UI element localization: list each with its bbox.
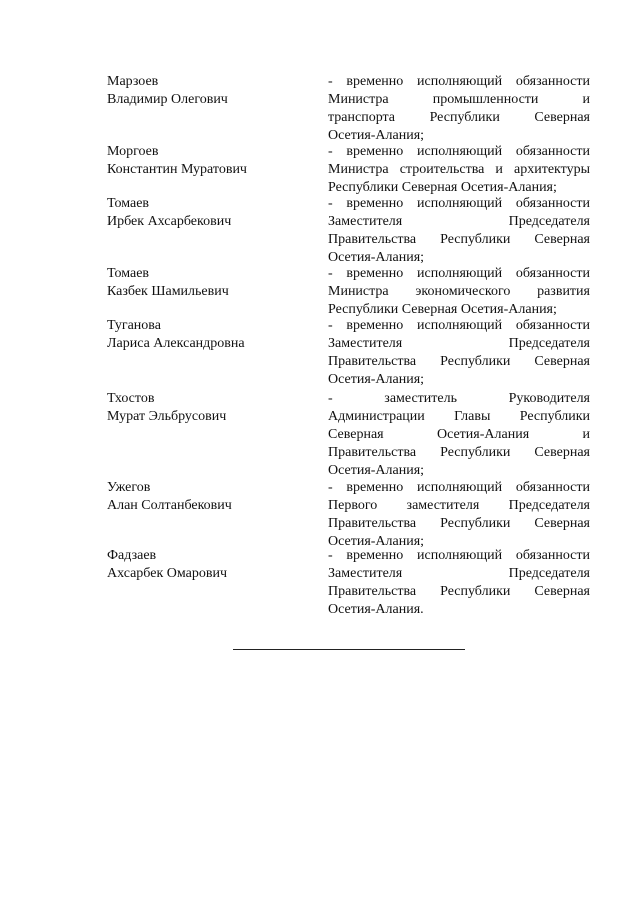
role-line: - временно исполняющий обязанности [328, 74, 590, 89]
role-line: Северная Осетия-Алания и [328, 427, 590, 442]
role-line: Осетия-Алания; [328, 372, 425, 387]
role-line: - временно исполняющий обязанности [328, 548, 590, 563]
given-names: Алан Солтанбекович [107, 498, 232, 513]
given-names: Константин Муратович [107, 162, 247, 177]
surname: Томаев [107, 196, 150, 211]
surname: Тхостов [107, 391, 155, 406]
role-line: Министра экономического развития [328, 284, 590, 299]
role-line: - временно исполняющий обязанности [328, 144, 590, 159]
given-names: Лариса Александровна [107, 336, 245, 351]
role-line: Осетия-Алания; [328, 250, 425, 265]
surname: Моргоев [107, 144, 159, 159]
role-line: - временно исполняющий обязанности [328, 480, 590, 495]
closing-divider-line [233, 649, 465, 650]
given-names: Мурат Эльбрусович [107, 409, 227, 424]
person-name [107, 317, 307, 353]
surname: Фадзаев [107, 548, 157, 563]
role-line: Правительства Республики Северная [328, 445, 590, 460]
position-description [328, 479, 590, 551]
given-names: Ахсарбек Омарович [107, 566, 227, 581]
person-name [107, 390, 307, 426]
surname: Туганова [107, 318, 161, 333]
person-name [107, 143, 307, 179]
position-description [328, 390, 590, 480]
person-name [107, 265, 307, 301]
role-line: - временно исполняющий обязанности [328, 196, 590, 211]
role-line: - временно исполняющий обязанности [328, 318, 590, 333]
surname: Ужегов [107, 480, 151, 495]
role-line: Администрации Главы Республики [328, 409, 590, 424]
role-line: - заместитель Руководителя [328, 391, 590, 406]
position-description [328, 73, 590, 145]
surname: Томаев [107, 266, 150, 281]
role-line: Правительства Республики Северная [328, 354, 590, 369]
role-line: Правительства Республики Северная [328, 516, 590, 531]
role-line: Первого заместителя Председателя [328, 498, 590, 513]
role-line: Осетия-Алания; [328, 128, 425, 143]
role-line: - временно исполняющий обязанности [328, 266, 590, 281]
position-description [328, 195, 590, 267]
role-line: Заместителя Председателя [328, 336, 590, 351]
role-line: Осетия-Алания; [328, 534, 425, 549]
position-description [328, 317, 590, 389]
surname: Марзоев [107, 74, 159, 89]
role-line: Министра строительства и архитектуры [328, 162, 590, 177]
role-line: Заместителя Председателя [328, 566, 590, 581]
role-line: Осетия-Алания. [328, 602, 424, 617]
given-names: Казбек Шамильевич [107, 284, 229, 299]
person-name [107, 195, 307, 231]
person-name [107, 479, 307, 515]
role-line: Правительства Республики Северная [328, 232, 590, 247]
role-line: транспорта Республики Северная [328, 110, 590, 125]
role-line: Заместителя Председателя [328, 214, 590, 229]
given-names: Ирбек Ахсарбекович [107, 214, 232, 229]
given-names: Владимир Олегович [107, 92, 228, 107]
role-line: Осетия-Алания; [328, 463, 425, 478]
role-line: Министра промышленности и [328, 92, 590, 107]
position-description [328, 265, 590, 319]
person-name [107, 547, 307, 583]
position-description [328, 143, 590, 197]
role-line: Правительства Республики Северная [328, 584, 590, 599]
role-line: Республики Северная Осетия-Алания; [328, 180, 557, 195]
position-description [328, 547, 590, 619]
role-line: Республики Северная Осетия-Алания; [328, 302, 557, 317]
person-name [107, 73, 307, 109]
